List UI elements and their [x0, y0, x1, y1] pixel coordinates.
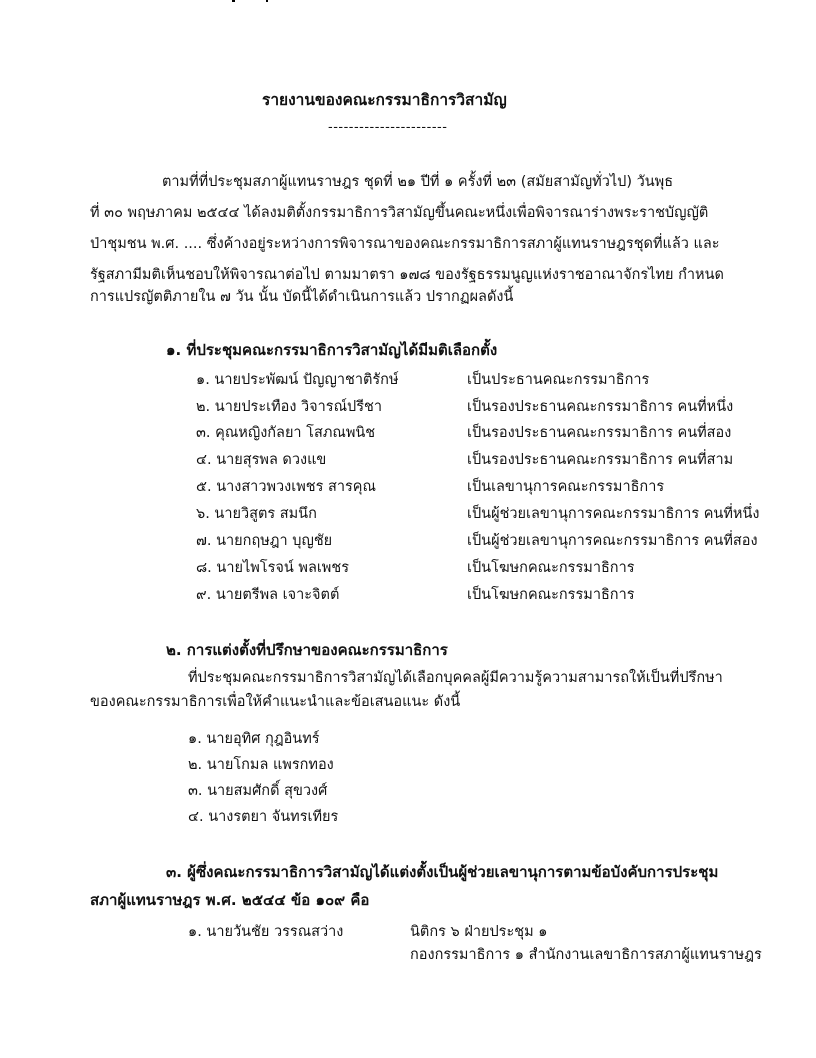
member-role: เป็นรองประธานคณะกรรมาธิการ คนที่สอง	[467, 425, 732, 441]
section-2-para-line-1: ที่ประชุมคณะกรรมาธิการวิสามัญได้เลือกบุคคลผู้มีความรู้ความสามารถให้เป็นที่ปรึกษา	[188, 670, 723, 686]
section-3-heading-line-2: สภาผู้แทนราษฎร พ.ศ. ๒๕๔๔ ข้อ ๑๐๙ คือ	[90, 891, 370, 909]
section-3-heading-line-1: ๓. ผู้ซึ่งคณะกรรมาธิการวิสามัญได้แต่งตั้งเป็นผู้ช่วยเลขานุการตามข้อบังคับการประชุม	[166, 863, 719, 881]
member-name: ๑. นายประพัฒน์ ปัญญาชาติรักษ์	[196, 372, 399, 388]
document-title: รายงานของคณะกรรมาธิการวิสามัญ	[262, 91, 507, 109]
member-name: ๖. นายวิสูตร สมนึก	[196, 506, 317, 522]
assistant-role-line-2: กองกรรมาธิการ ๑ สำนักงานเลขาธิการสภาผู้แทนราษฎร	[410, 947, 762, 963]
member-name: ๕. นางสาวพวงเพชร สารคุณ	[196, 479, 376, 495]
section-2-para-line-2: ของคณะกรรมาธิการเพื่อให้คำแนะนำและข้อเสนอแนะ ดังนี้	[90, 694, 461, 710]
member-role: เป็นประธานคณะกรรมาธิการ	[467, 372, 650, 388]
section-1-heading: ๑. ที่ประชุมคณะกรรมาธิการวิสามัญได้มีมติเลือกตั้ง	[166, 341, 498, 359]
member-role: เป็นผู้ช่วยเลขานุการคณะกรรมาธิการ คนที่หนึ่ง	[467, 506, 760, 522]
member-role: เป็นเลขานุการคณะกรรมาธิการ	[467, 479, 665, 495]
member-role: เป็นโฆษกคณะกรรมาธิการ	[467, 587, 635, 603]
scan-mark	[266, 0, 268, 2]
member-role: เป็นผู้ช่วยเลขานุการคณะกรรมาธิการ คนที่สอง	[467, 533, 758, 549]
member-name: ๒. นายประเทือง วิจารณ์ปรีชา	[196, 399, 383, 415]
advisor-item: ๔. นางรตยา จันทรเทียร	[188, 809, 339, 825]
member-role: เป็นรองประธานคณะกรรมาธิการ คนที่หนึ่ง	[467, 399, 734, 415]
advisor-item: ๓. นายสมศักดิ์ สุขวงศ์	[188, 783, 328, 799]
member-role: เป็นโฆษกคณะกรรมาธิการ	[467, 560, 635, 576]
member-name: ๗. นายกฤษฎา บุญชัย	[196, 533, 333, 549]
member-name: ๘. นายไพโรจน์ พลเพชร	[196, 560, 349, 576]
intro-line-3: ป่าชุมชน พ.ศ. .... ซึ่งค้างอยู่ระหว่างการพิจารณาของคณะกรรมาธิการสภาผู้แทนราษฎรชุดที่แล้ว และ	[90, 236, 720, 252]
scan-mark	[232, 0, 235, 2]
intro-line-1: ตามที่ที่ประชุมสภาผู้แทนราษฎร ชุดที่ ๒๑ ปีที่ ๑ ครั้งที่ ๒๓ (สมัยสามัญทั่วไป) วันพุธ	[162, 174, 674, 190]
title-divider: -----------------------	[328, 120, 448, 135]
advisor-item: ๒. นายโกมล แพรกทอง	[188, 757, 334, 773]
advisor-item: ๑. นายอุทิศ กุฎอินทร์	[188, 731, 320, 747]
member-name: ๔. นายสุรพล ดวงแข	[196, 452, 327, 468]
intro-line-2: ที่ ๓๐ พฤษภาคม ๒๕๔๔ ได้ลงมติตั้งกรรมาธิการวิสามัญขึ้นคณะหนึ่งเพื่อพิจารณาร่างพระราชบัญญัติ	[90, 205, 709, 221]
member-name: ๓. คุณหญิงกัลยา โสภณพนิช	[196, 425, 376, 441]
assistant-role-line-1: นิติกร ๖ ฝ่ายประชุม ๑	[410, 924, 548, 940]
intro-line-4: รัฐสภามีมติเห็นชอบให้พิจารณาต่อไป ตามมาตรา ๑๗๘ ของรัฐธรรมนูญแห่งราชอาณาจักรไทย กำหนด	[90, 267, 724, 283]
member-name: ๙. นายตรีพล เจาะจิตต์	[196, 587, 340, 603]
section-2-heading: ๒. การแต่งตั้งที่ปรึกษาของคณะกรรมาธิการ	[166, 641, 448, 659]
assistant-name: ๑. นายวันชัย วรรณสว่าง	[188, 924, 344, 940]
intro-line-5: การแปรญัตติภายใน ๗ วัน นั้น บัดนี้ได้ดำเนินการแล้ว ปรากฏผลดังนี้	[90, 289, 514, 305]
member-role: เป็นรองประธานคณะกรรมาธิการ คนที่สาม	[467, 452, 734, 468]
